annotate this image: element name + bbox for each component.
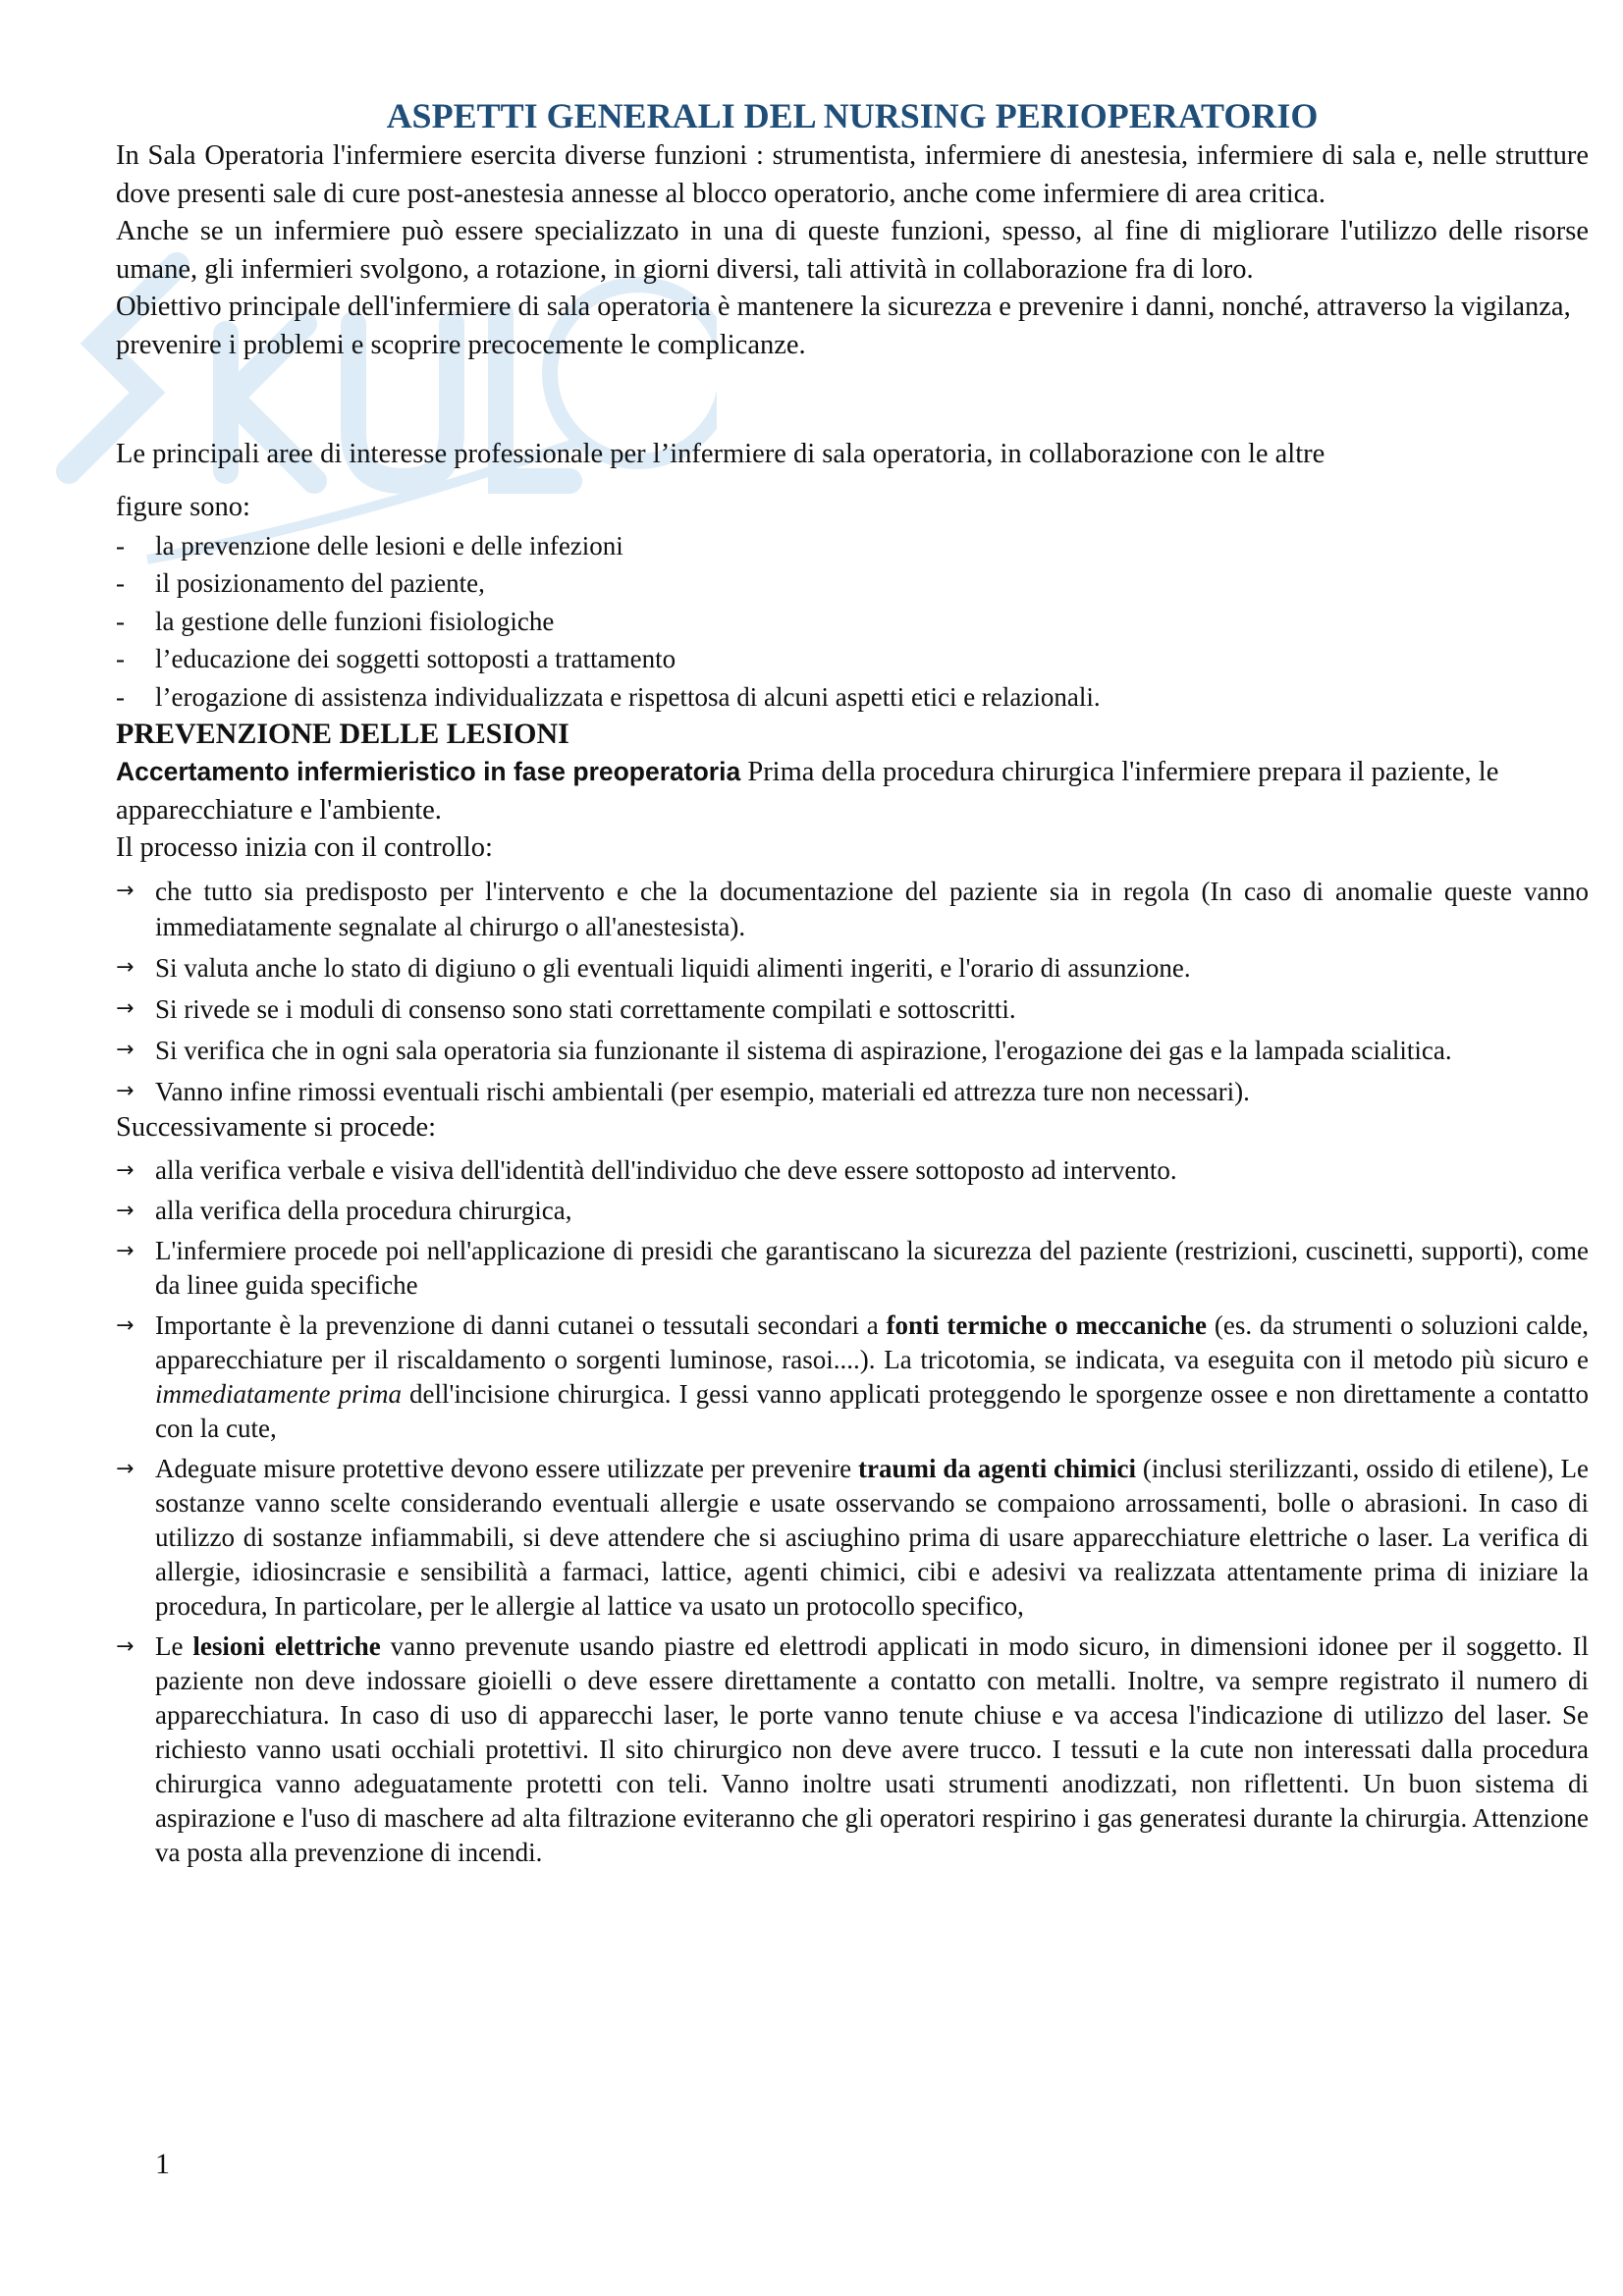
dash-bullet: - xyxy=(116,644,125,674)
list-item: → Adeguate misure protettive devono essere utilizzate per prevenire traumi da agenti chimici (inclusi sterilizzanti, ossido di etilene), Le sostanze vanno scelte considerando eventuali allergie e usate osservando se compaiono arrossamenti, bolle o abrasioni. In caso di utilizzo di sostanze infiammabili, si deve attendere che si asciughino prima di usare apparecchiature elettriche o laser. La verifica di allergie, idiosincrasie e sensibilità a farmaci, lattice, agenti chimici, cibi e adesivi va realizzata attentamente prima di iniziare la procedura, In particolare, per le allergie al lattice va usato un protocollo specifico, xyxy=(116,1453,1589,1621)
controls-list xyxy=(116,874,1589,1109)
areas-intro-line: figure sono: xyxy=(116,492,250,523)
intro-paragraph: In Sala Operatoria l'infermiere esercita diverse funzioni : strumentista, infermiere di anestesia, infermiere di sala e, nelle strutture dove presenti sale di cure post-anestesia annesse al blocco operatorio, anche come infermiere di area critica. xyxy=(116,140,1589,209)
arrow-right-icon: → xyxy=(116,1079,135,1104)
arrow-right-icon: → xyxy=(116,1038,135,1063)
arrow-right-icon: → xyxy=(116,1238,135,1263)
page-number: 1 xyxy=(155,2148,170,2180)
intro-paragraph: Anche se un infermiere può essere specializzato in una di queste funzioni, spesso, al fine di migliorare l'utilizzo delle risorse umane, gli infermieri svolgono, a rotazione, in giorni diversi, tali attività in collaborazione fra di loro. xyxy=(116,216,1589,285)
arrow-right-icon: → xyxy=(116,955,135,981)
arrow-right-icon: → xyxy=(116,1456,135,1481)
arrow-right-icon: → xyxy=(116,996,135,1022)
then-intro: Successivamente si procede: xyxy=(116,1112,437,1144)
list-item: → che tutto sia predisposto per l'intervento e che la documentazione del paziente sia in regola (In caso di anomalie queste vanno immediatamente segnalate al chirurgo o all'anestesista). xyxy=(116,874,1589,944)
list-item: - l’educazione dei soggetti sottoposti a trattamento xyxy=(116,640,1589,678)
dash-bullet: - xyxy=(116,681,125,712)
list-item: → Si valuta anche lo stato di digiuno o gli eventuali liquidi alimenti ingeriti, e l'orario di assunzione. xyxy=(116,950,1589,986)
dash-bullet: - xyxy=(116,568,125,599)
list-item: → alla verifica della procedura chirurgica, xyxy=(116,1194,1589,1228)
page-title: ASPETTI GENERALI DEL NURSING PERIOPERATORIO xyxy=(386,96,1319,135)
list-item: → L'infermiere procede poi nell'applicazione di presidi che garantiscano la sicurezza del paziente (restrizioni, cuscinetti, supporti), come da linee guida specifiche xyxy=(116,1235,1589,1300)
intro-paragraph: Obiettivo principale dell'infermiere di sala operatoria è mantenere la sicurezza e prevenire i danni, nonché, attraverso la vigilanza, prevenire i problemi e scoprire precocemente le complicanze. xyxy=(116,292,1571,360)
dash-bullet: - xyxy=(116,606,125,636)
steps-list xyxy=(116,1153,1589,1870)
list-item: → Le lesioni elettriche vanno prevenute usando piastre ed elettrodi applicati in modo sicuro, in dimensioni idonee per il soggetto. Il paziente non deve indossare gioielli o deve essere direttamente a contatto con metalli. Inoltre, va sempre registrato il numero di apparecchiatura. In caso di uso di apparecchi laser, le porte vanno tenute chiuse e va accesa l'indicazione di utilizzo del laser. Se richiesto vanno usati occhiali protettivi. Il sito chirurgico non deve avere trucco. I tessuti e la cute non interessati dalla procedura chirurgica vanno adeguatamente protetti con teli. Vanno inoltre usati strumenti anodizzati, non riflettenti. Un buon sistema di aspirazione e l'uso di maschere ad alta filtrazione eviteranno che gli operatori respirino i gas generatesi durante la chirurgia. Attenzione va posta alla prevenzione di incendi. xyxy=(116,1630,1589,1867)
subsection-heading: Accertamento infermieristico in fase preoperatoria xyxy=(116,757,741,787)
arrow-right-icon: → xyxy=(116,879,135,904)
process-intro: Il processo inizia con il controllo: xyxy=(116,832,493,864)
arrow-right-icon: → xyxy=(116,1198,135,1223)
section-heading: PREVENZIONE DELLE LESIONI xyxy=(116,718,569,751)
list-item: → alla verifica verbale e visiva dell'identità dell'individuo che deve essere sottoposto ad intervento. xyxy=(116,1153,1589,1188)
subsection-paragraph: Accertamento infermieristico in fase preoperatoria Prima della procedura chirurgica l'infermiere prepara il paziente, le apparecchiature e l'ambiente. xyxy=(116,757,1499,826)
list-item: → Vanno infine rimossi eventuali rischi ambientali (per esempio, materiali ed attrezza ture non necessari). xyxy=(116,1074,1589,1109)
areas-intro-line: Le principali aree di interesse professionale per l’infermiere di sala operatoria, in collaborazione con le altre xyxy=(116,438,1325,469)
list-item: - la gestione delle funzioni fisiologiche xyxy=(116,603,1589,641)
document-page xyxy=(116,94,1589,1870)
arrow-right-icon: → xyxy=(116,1633,135,1659)
list-item: → Si rivede se i moduli di consenso sono stati correttamente compilati e sottoscritti. xyxy=(116,991,1589,1027)
list-item: - il posizionamento del paziente, xyxy=(116,564,1589,603)
arrow-right-icon: → xyxy=(116,1312,135,1338)
list-item: - la prevenzione delle lesioni e delle infezioni xyxy=(116,527,1589,565)
areas-list xyxy=(116,527,1589,717)
dash-bullet: - xyxy=(116,530,125,561)
arrow-right-icon: → xyxy=(116,1157,135,1183)
list-item: → Importante è la prevenzione di danni cutanei o tessutali secondari a fonti termiche o meccaniche (es. da strumenti o soluzioni calde, apparecchiature per il riscaldamento o sorgenti luminose, rasoi....). La tricotomia, se indicata, va eseguita con il metodo più sicuro e immediatamente prima dell'incisione chirurgica. I gessi vanno applicati proteggendo le sporgenze ossee e non direttamente a contatto con la cute, xyxy=(116,1309,1589,1443)
list-item: - l’erogazione di assistenza individualizzata e rispettosa di alcuni aspetti etici e relazionali. xyxy=(116,678,1589,717)
list-item: → Si verifica che in ogni sala operatoria sia funzionante il sistema di aspirazione, l'erogazione dei gas e la lampada scialitica. xyxy=(116,1033,1589,1068)
